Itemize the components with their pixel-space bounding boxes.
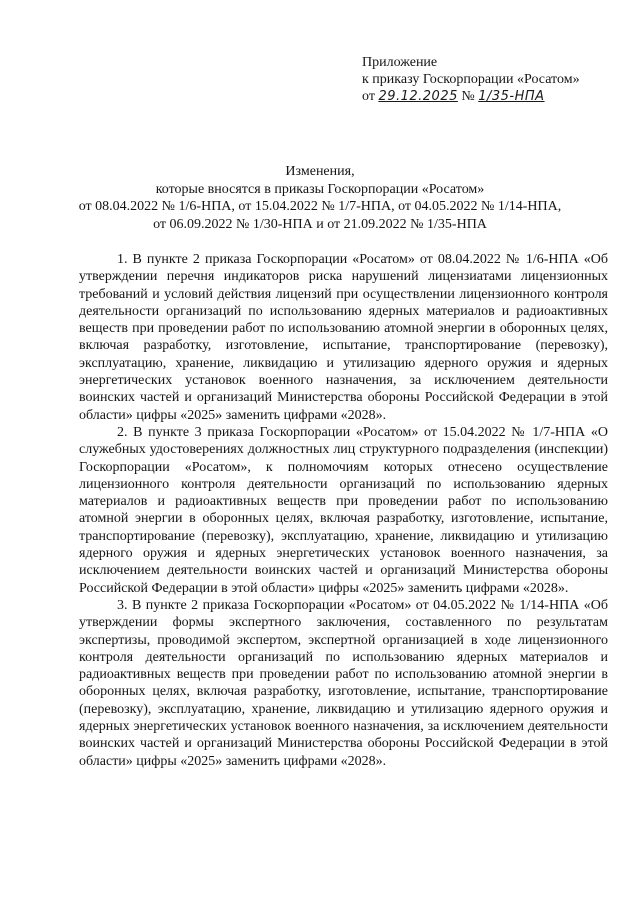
appendix-order-reference: к приказу Госкорпорации «Росатом»: [362, 72, 580, 87]
document-body: [79, 251, 608, 770]
handwritten-number: 1/35-НПА: [478, 89, 545, 104]
change-item-2: 2. В пункте 3 приказа Госкорпорации «Росатом» от 15.04.2022 № 1/7-НПА «О служебных удостоверениях должностных лиц структурного подразделения (инспекции) Госкорпорации «Росатом», к полномочиям которых отнесено осуществление лицензионного контроля деятельности организаций по использованию ядерных материалов и радиоактивных веществ при проведении работ по использованию атомной энергии в оборонных целях, включая разработку, изготовление, испытание, транспортирование (перевозку), эксплуатацию, хранение, ликвидацию и утилизацию ядерного оружия и ядерных энергетических установок военного назначения, за исключением деятельности воинских частей и организаций Министерства обороны Российской Федерации в этой области» цифры «2025» заменить цифрами «2028».: [79, 424, 608, 596]
appendix-header: [362, 54, 580, 105]
date-prefix: от: [362, 89, 375, 104]
title-line-1: Изменения,: [285, 164, 355, 179]
change-item-3: 3. В пункте 2 приказа Госкорпорации «Росатом» от 04.05.2022 № 1/14-НПА «Об утверждении формы экспертного заключения, составленного по результатам экспертизы, проводимой экспертом, экспертной организацией в ходе лицензионного контроля деятельности организаций по использованию ядерных материалов и радиоактивных веществ при проведении работ по использованию атомной энергии в оборонных целях, включая разработку, изготовление, испытание, транспортирование (перевозку), эксплуатацию, хранение, ликвидацию и утилизацию ядерного оружия и ядерных энергетических установок военного назначения, за исключением деятельности воинских частей и организаций Министерства обороны Российской Федерации в этой области» цифры «2025» заменить цифрами «2028».: [79, 597, 608, 769]
appendix-date-number: [362, 88, 580, 105]
handwritten-date: 29.12.2025: [378, 89, 458, 104]
change-item-1: 1. В пункте 2 приказа Госкорпорации «Росатом» от 08.04.2022 № 1/6-НПА «Об утверждении перечня индикаторов риска нарушений лицензиатами лицензионных требований и условий действия лицензий при осуществлении лицензионного контроля деятельности организаций по использованию ядерных материалов и радиоактивных веществ при проведении работ по использованию атомной энергии в оборонных целях, включая разработку, изготовление, испытание, транспортирование (перевозку), эксплуатацию, хранение, ликвидацию и утилизацию ядерного оружия и ядерных энергетических установок военного назначения, за исключением деятельности воинских частей и организаций Министерства обороны Российской Федерации в этой области» цифры «2025» заменить цифрами «2028».: [79, 252, 608, 423]
title-line-2: которые вносятся в приказы Госкорпорации «Росатом»: [155, 181, 485, 197]
number-prefix: №: [461, 89, 475, 104]
title-line-4: от 06.09.2022 № 1/30-НПА и от 21.09.2022 № 1/35-НПА: [153, 216, 487, 232]
document-title: [0, 163, 640, 233]
title-line-3: от 08.04.2022 № 1/6-НПА, от 15.04.2022 № 1/7-НПА, от 04.05.2022 № 1/14-НПА,: [78, 199, 562, 214]
appendix-label: Приложение: [362, 55, 438, 70]
